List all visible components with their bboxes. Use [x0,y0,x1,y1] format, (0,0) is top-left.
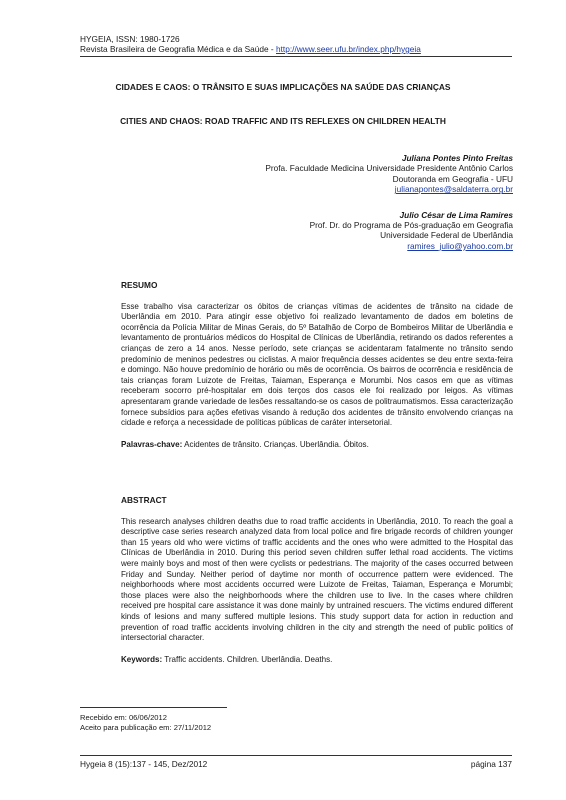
footer-citation: Hygeia 8 (15):137 - 145, Dez/2012 [80,759,208,769]
received-date: Recebido em: 06/06/2012 [80,713,167,722]
abstract-section [121,495,513,665]
author-affiliation: Profa. Faculdade Medicina Universidade Presidente Antônio Carlos [265,163,513,174]
title-portuguese: CIDADES E CAOS: O TRÂNSITO E SUAS IMPLICAÇÕES NA SAÚDE DAS CRIANÇAS [115,82,451,92]
page-number: página 137 [470,759,512,769]
journal-link[interactable]: http://www.seer.ufu.br/index.php/hygeia [276,44,421,54]
title-english: CITIES AND CHAOS: ROAD TRAFFIC AND ITS REFLEXES ON CHILDREN HEALTH [120,116,446,126]
accepted-date: Aceito para publicação em: 27/11/2012 [80,723,212,732]
journal-header [80,34,421,54]
keywords-label: Keywords: [121,654,163,664]
journal-name: Revista Brasileira de Geografia Médica e da Saúde - [80,44,277,54]
footnotes [80,713,211,733]
abstract-heading: ABSTRACT [121,495,167,505]
resumo-text: Esse trabalho visa caracterizar os óbitos de crianças vítimas de acidentes de trânsito na cidade de Uberlândia em 2010. Para atingir esse objetivo foi realizado levantamento de dados em boletins de ocorrência da Polícia Militar de Minas Gerais, do 5º Batalhão de Corpo de Bombeiros Militar de Uberlândia e levantamento de prontuários médicos do Hospital de Clínicas de Uberlândia, retirando os dados referentes a crianças de zero a 14 anos. Nesse período, sete crianças se acidentaram fatalmente no trânsito sendo predomínio de meninos pedestres ou ciclistas. A maior frequência desses acidentes se deu entre sexta-feira e domingo. Não houve predomínio de horário ou mês de ocorrência. Os bairros de ocorrência e residência de tais crianças foram Luizote de Freitas, Taiaman, Esperança e Morumbi. Nos casos em que as vítimas receberam socorro pré-hospitalar em dois terços dos casos ele foi realizado por leigos. As vítimas apresentaram grande variedade de lesões ressaltando-se os casos de politraumatismos. Essa caracterização fornece subsídios para ações efetivas visando à redução dos acidentes de trânsito envolvendo crianças na cidade e reforça a necessidade de políticas públicas de caráter intersetorial. [121,301,513,428]
resumo-keywords [121,440,513,451]
abstract-text: This research analyses children deaths due to road traffic accidents in Uberlândia, 2010. To reach the goal a descriptive case series research analyzed data from local police and fire brigade records of children younger than 15 years old who were victims of traffic accidents and the ones who were admitted to the Hospital das Clínicas de Uberlândia in 2010. During this period seven children suffer lethal road accidents. The victims were mainly boys and most of then were cyclists or pedestrians. The majority of the cases occurred between Friday and Sunday. Neither period of daytime nor month of occurrence pattern were evidenced. The neighborhoods where most accidents occurred were Luizote de Freitas, Taiaman, Esperança e Morumbi; those places were also the neighborhoods where the children use to live. In the cases where children received pre hospital care assistance it was done mainly by untrained rescuers. The victims endured different kinds of lesions and many suffered multiple lesions. This study support data for action in reduction and prevention of road traffic accidents involving children in the city and strength the need of public politics of intersectorial character. [121,516,513,643]
author-name: Juliana Pontes Pinto Freitas [401,153,513,163]
author-email-link[interactable]: ramires_julio@yahoo.com.br [407,240,513,251]
footer-divider [80,755,512,756]
author-affiliation: Prof. Dr. do Programa de Pós-graduação em Geografia [309,220,513,231]
author-affiliation: Doutoranda em Geografia - UFU [392,173,513,184]
footnote-divider [80,707,227,708]
author-affiliation: Universidade Federal de Uberlândia [380,230,513,241]
resumo-heading: RESUMO [121,280,158,290]
author-email-link[interactable]: julianapontes@saldaterra.org.br [394,184,513,195]
author-list [265,153,513,266]
header-divider [80,56,512,57]
keywords-list: Acidentes de trânsito. Crianças. Uberlândia. Óbitos. [182,439,369,449]
author-block [265,153,513,195]
author-name: Julio César de Lima Ramires [399,209,513,220]
abstract-keywords [121,655,513,666]
keywords-list: Traffic accidents. Children. Uberlândia. Deaths. [162,654,333,664]
author-block [265,210,513,252]
keywords-label: Palavras-chave: [121,439,183,449]
resumo-section [121,280,513,450]
journal-issn: HYGEIA, ISSN: 1980-1726 [80,34,180,44]
journal-name-line [80,44,421,54]
